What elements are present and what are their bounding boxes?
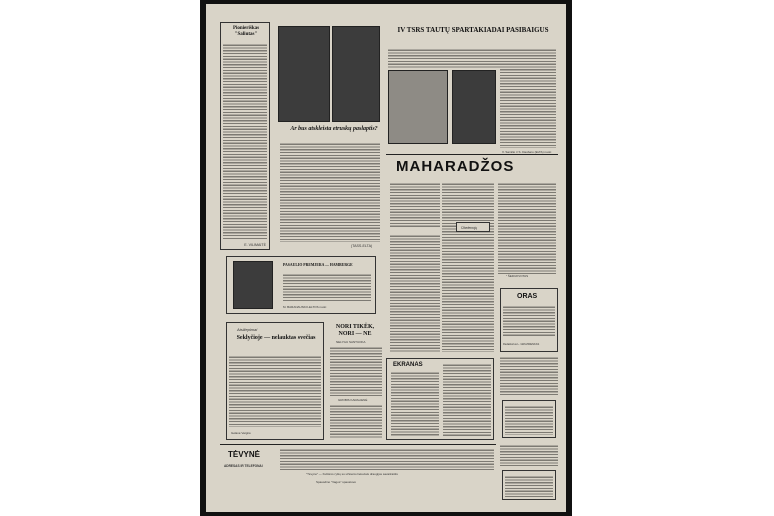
article-title: Pionieriškas "Saliutas" <box>232 26 260 37</box>
article-body-text <box>223 43 267 239</box>
footer-address-text <box>280 448 494 470</box>
notice-box-2 <box>502 470 556 500</box>
maharadzos-subhead: Ūbelenojų <box>461 226 478 230</box>
maharadzos-title: MAHARADŽOS <box>396 158 515 175</box>
photo-athlete <box>452 70 496 144</box>
oras-editor: Redaktorius L. GRUZDIENKAS <box>503 343 540 346</box>
notice-2-text <box>505 475 553 497</box>
article-signature: E. VILIMAITĖ <box>244 243 266 247</box>
nori-subhead: NELYGU SANTUOKA <box>336 340 366 344</box>
article-pionieriskas <box>220 22 270 250</box>
nori-body-text-2 <box>330 404 382 438</box>
scan-background <box>200 0 572 516</box>
maharadzos-subhead-box <box>456 222 490 232</box>
premjera-signature: M. BARANAUSKO-ELTOS nuotr. <box>283 305 327 309</box>
atsiliepimai-label: Atsiliepimai <box>237 327 258 332</box>
bottom-right-text <box>500 444 558 466</box>
notice-1-text <box>505 405 553 435</box>
photo-singer <box>233 261 273 309</box>
footer-divider <box>220 444 496 445</box>
notice-box-1 <box>502 400 556 438</box>
etruskai-title: Ar bus atskleista etruskų paslaptis? <box>290 126 378 132</box>
maharadzos-col-b <box>498 182 556 274</box>
photo-gymnastics <box>388 70 448 144</box>
maharadzos-col-c <box>390 234 440 352</box>
photo-woman-portrait <box>278 26 330 122</box>
footer-printer: Spausdino "Vagos" spaustuvė <box>316 480 356 484</box>
divider-line <box>386 154 558 155</box>
nori-title: NORI TIKĖK, NORI — NE <box>335 324 375 337</box>
seklycioje-body-text <box>229 355 321 427</box>
oras-box <box>500 288 558 352</box>
ekranas-box <box>386 358 494 440</box>
nori-subhead-2: GROBIS KARALIENĖ <box>338 398 368 402</box>
right-column-text <box>500 356 558 396</box>
oras-body-text <box>503 305 555 337</box>
maharadzos-col-a <box>442 182 494 352</box>
nori-body-text <box>330 346 382 396</box>
footer-publisher-line: "Tėvynė" — Kultūros ryšių su užsienio lietuviais draugijos savaitraštis <box>306 472 398 476</box>
maharadzos-signature: " ŠEDUKVOTAS <box>506 274 529 278</box>
etruskai-body-text <box>280 142 380 242</box>
newspaper-page <box>206 4 566 512</box>
article-seklycioje <box>226 322 324 440</box>
premjera-title: PASAULIO PREMJERA — HAMBURGE <box>283 263 353 267</box>
photo-gymnast-rings <box>332 26 380 122</box>
ekranas-list-right <box>443 363 491 437</box>
spartakiada-caption: V. Samilio ir S. Daubaro (ELTA) nuotr. <box>502 150 552 154</box>
oras-title: ORAS <box>517 293 538 300</box>
seklycioje-title: Seklyčioje — nelauktas svečias <box>236 335 316 341</box>
maharadzos-intro-text <box>390 182 440 228</box>
etruskai-signature: (TASS-ELTA) <box>351 244 373 248</box>
adresas-label: ADRESAS IR TELEFONAI <box>224 464 263 468</box>
tevyne-masthead: TĖVYNĖ <box>228 450 261 459</box>
article-premjera <box>226 256 376 314</box>
spartakiada-headline: IV TSRS TAUTŲ SPARTAKIADAI PASIBAIGUS <box>397 26 549 34</box>
seklycioje-signature: Gėlavė Vargirė <box>231 431 251 435</box>
spartakiada-body-text <box>500 48 556 148</box>
premjera-body-text <box>283 273 371 301</box>
ekranas-title: EKRANAS <box>393 362 423 368</box>
ekranas-list-left <box>391 371 439 437</box>
